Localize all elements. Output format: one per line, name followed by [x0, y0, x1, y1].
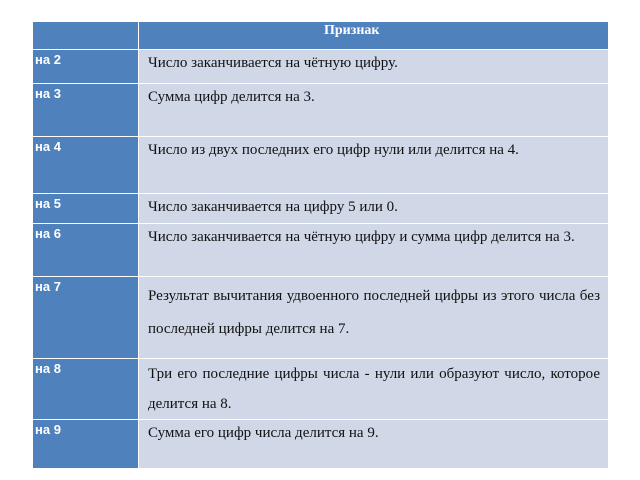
header-corner-cell — [33, 22, 139, 50]
divisibility-table — [32, 21, 609, 469]
table-row — [33, 194, 609, 224]
row-label: на 5 — [33, 194, 139, 224]
table-row — [33, 50, 609, 84]
header-title: Признак — [139, 22, 609, 50]
row-text: Число из двух последних его цифр нули или делится на 4. — [139, 137, 609, 194]
row-label: на 7 — [33, 277, 139, 359]
table-row — [33, 137, 609, 194]
table-row — [33, 420, 609, 469]
row-label: на 8 — [33, 359, 139, 420]
table-row — [33, 224, 609, 277]
row-text: Число заканчивается на чётную цифру и сумма цифр делится на 3. — [139, 224, 609, 277]
row-label: на 2 — [33, 50, 139, 84]
table-row — [33, 84, 609, 137]
row-label: на 4 — [33, 137, 139, 194]
row-label: на 3 — [33, 84, 139, 137]
row-label: на 6 — [33, 224, 139, 277]
row-text: Сумма его цифр числа делится на 9. — [139, 420, 609, 469]
table-row — [33, 277, 609, 359]
row-text: Сумма цифр делится на 3. — [139, 84, 609, 137]
row-text: Число заканчивается на цифру 5 или 0. — [139, 194, 609, 224]
header-row — [33, 22, 609, 50]
table-row — [33, 359, 609, 420]
row-text: Число заканчивается на чётную цифру. — [139, 50, 609, 84]
row-text: Результат вычитания удвоенного последней цифры из этого числа без последней цифры делится на 7. — [139, 277, 609, 359]
row-label: на 9 — [33, 420, 139, 469]
row-text: Три его последние цифры числа - нули или образуют число, которое делится на 8. — [139, 359, 609, 420]
